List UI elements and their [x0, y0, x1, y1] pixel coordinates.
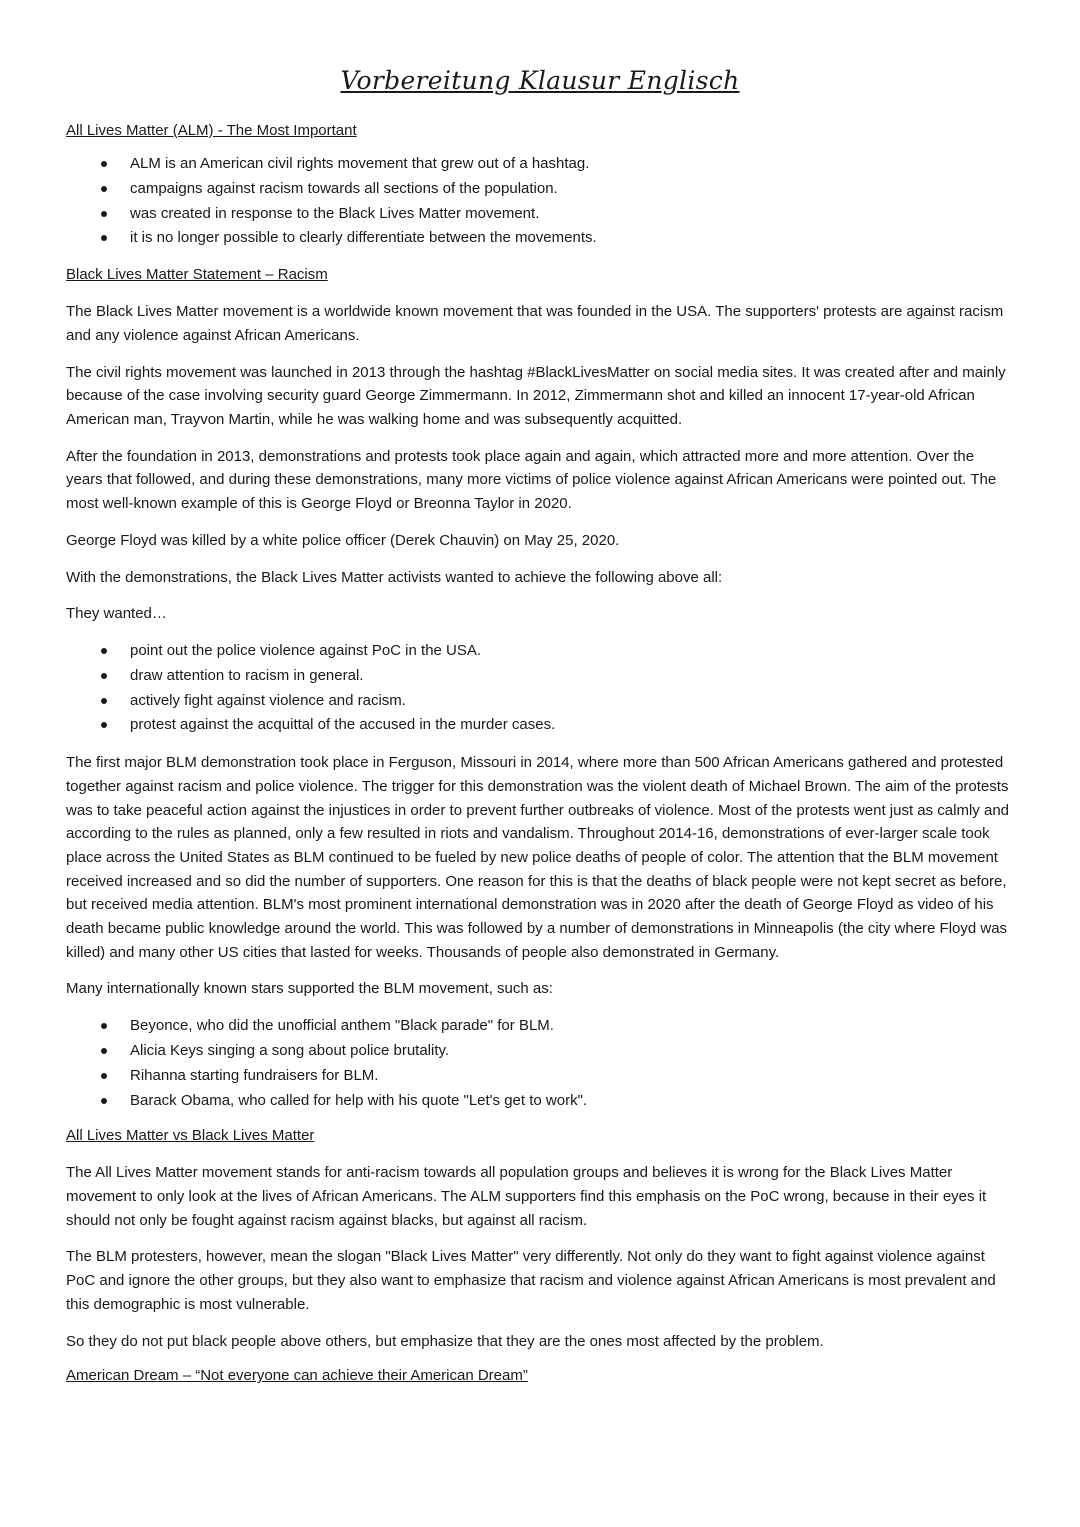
section-heading-american-dream: American Dream – “Not everyone can achieve their American Dream”	[66, 1367, 528, 1385]
stars-bullet-list	[66, 1014, 1014, 1113]
list-item: draw attention to racism in general.	[66, 664, 1014, 689]
list-item: actively fight against violence and racism.	[66, 689, 1014, 714]
list-item: point out the police violence against PoC in the USA.	[66, 639, 1014, 664]
paragraph: The All Lives Matter movement stands for anti-racism towards all population groups and believes it is wrong for the Black Lives Matter movement to only look at the lives of African Americans. The ALM supporters find this emphasis on the PoC wrong, because in their eyes it should not only be fought against racism against blacks, but against all racism.	[66, 1164, 987, 1229]
paragraph: The Black Lives Matter movement is a worldwide known movement that was founded in the USA. The supporters' protests are against racism and any violence against African Americans.	[66, 303, 1004, 344]
paragraph: So they do not put black people above others, but emphasize that they are the ones most affected by the problem.	[66, 1332, 824, 1350]
list-item: protest against the acquittal of the accused in the murder cases.	[66, 713, 1014, 738]
paragraph: After the foundation in 2013, demonstrations and protests took place again and again, which attracted more and more attention. Over the years that followed, and during these demonstrations, many more victims of police violence against African Americans were pointed out. The most well-known example of this is George Floyd or Breonna Taylor in 2020.	[66, 447, 997, 513]
paragraph: With the demonstrations, the Black Lives Matter activists wanted to achieve the following above all:	[66, 568, 723, 586]
paragraph: The first major BLM demonstration took place in Ferguson, Missouri in 2014, where more than 500 African Americans gathered and protested together against racism and police violence. The trigger for this demonstration was the violent death of Michael Brown. The aim of the protests was to take peaceful action against the injustices in order to prevent further outbreaks of violence. Most of the protests went just as calmly and according to the rules as planned, only a few resulted in riots and vandalism. Throughout 2014-16, demonstrations of ever-larger scale took place across the United States as BLM continued to be fueled by new police deaths of people of color. The attention that the BLM movement received increased and so did the number of supporters. One reason for this is that the deaths of black people were not kept secret as before, but received media attention. BLM's most prominent international demonstration was in 2020 after the death of George Floyd as video of his death became public knowledge around the world. This was followed by a number of demonstrations in Minneapolis (the city where Floyd was killed) and many other US cities that lasted for weeks. Thousands of people also demonstrated in Germany.	[66, 754, 1010, 961]
list-item: Rihanna starting fundraisers for BLM.	[66, 1064, 1014, 1089]
paragraph: George Floyd was killed by a white police officer (Derek Chauvin) on May 25, 2020.	[66, 531, 620, 549]
list-item: ALM is an American civil rights movement that grew out of a hashtag.	[66, 152, 1014, 177]
list-item: Alicia Keys singing a song about police brutality.	[66, 1039, 1014, 1064]
section-heading-alm: All Lives Matter (ALM) - The Most Important	[66, 122, 357, 139]
list-item: it is no longer possible to clearly differentiate between the movements.	[66, 226, 1014, 251]
alm-bullet-list	[66, 152, 1014, 251]
wanted-bullet-list	[66, 639, 1014, 738]
document-title: Vorbereitung Klausur Englisch	[340, 66, 740, 95]
list-item: Beyonce, who did the unofficial anthem "Black parade" for BLM.	[66, 1014, 1014, 1039]
section-heading-versus: All Lives Matter vs Black Lives Matter	[66, 1127, 315, 1145]
list-item: campaigns against racism towards all sections of the population.	[66, 177, 1014, 202]
section-heading-blm: Black Lives Matter Statement – Racism	[66, 266, 328, 284]
paragraph: They wanted…	[66, 605, 167, 623]
paragraph: The BLM protesters, however, mean the slogan "Black Lives Matter" very differently. Not only do they want to fight against violence against PoC and ignore the other groups, but they also want to emphasize that racism and violence against African Americans is most prevalent and this demographic is most vulnerable.	[66, 1248, 996, 1313]
paragraph: Many internationally known stars supported the BLM movement, such as:	[66, 980, 553, 998]
list-item: was created in response to the Black Lives Matter movement.	[66, 202, 1014, 227]
paragraph: The civil rights movement was launched in 2013 through the hashtag #BlackLivesMatter on social media sites. It was created after and mainly because of the case involving security guard George Zimmermann. In 2012, Zimmermann shot and killed an innocent 17-year-old African American man, Trayvon Martin, while he was walking home and was subsequently acquitted.	[66, 363, 1006, 428]
list-item: Barack Obama, who called for help with his quote "Let's get to work".	[66, 1089, 1014, 1114]
